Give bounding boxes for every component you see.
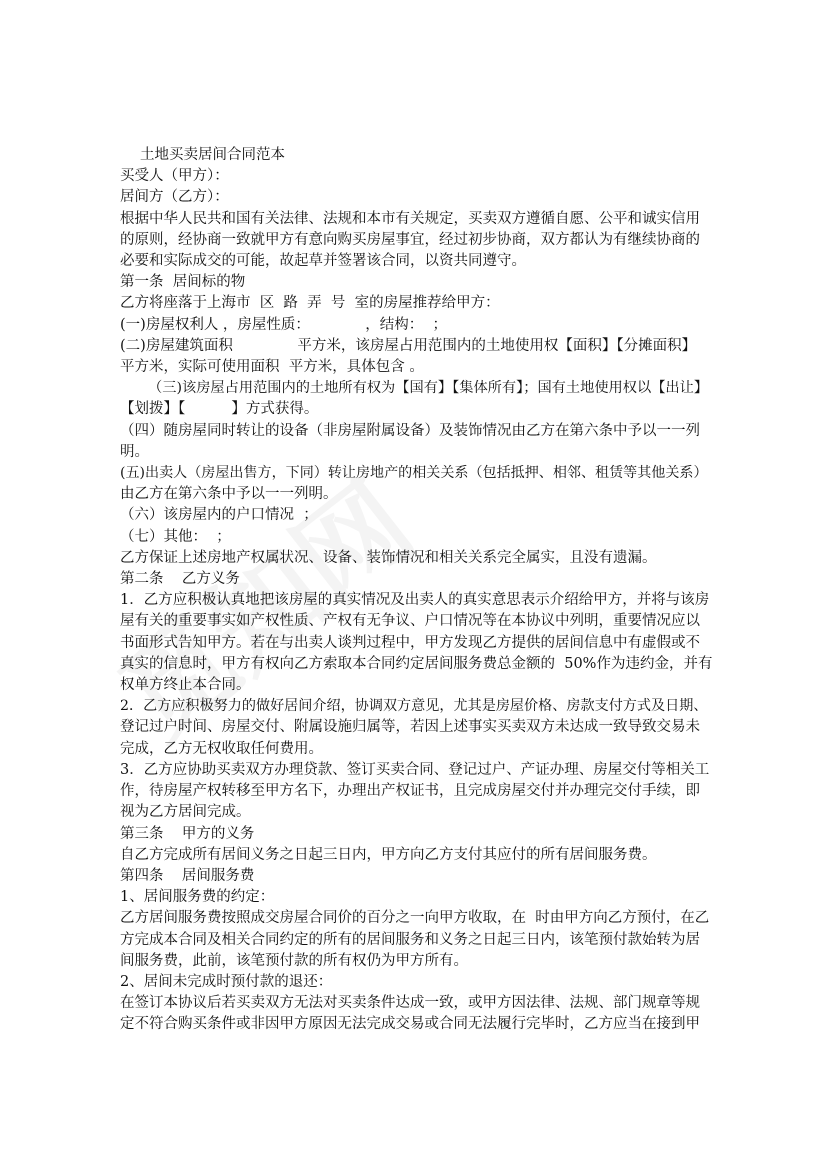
body-line: 方完成本合同及相关合同约定的所有的居间服务和义务之日起三日内，该笔预付款始转为居	[120, 931, 700, 948]
body-line: 定不符合购买条件或非因甲方原因无法完成交易或合同无法履行完毕时，乙方应当在接到甲	[120, 1016, 700, 1033]
body-line: 自乙方完成所有居间义务之日起三日内，甲方向乙方支付其应付的所有居间服务费。	[120, 846, 657, 863]
preamble-line: 的原则，经协商一致就甲方有意向购买房屋事宜，经过初步协商，双方都认为有继续协商的	[120, 231, 700, 248]
party-a-line: 买受人（甲方）：	[120, 168, 229, 185]
body-line: （四）随房屋同时转让的设备（非房屋附属设备）及装饰情况由乙方在第六条中予以一一列	[120, 422, 700, 439]
body-line: 乙方保证上述房地产权属状况、设备、装饰情况和相关关系完全属实，且没有遗漏。	[120, 549, 657, 566]
body-line: 视为乙方居间完成。	[120, 804, 251, 821]
body-line: 乙方居间服务费按照成交房屋合同价的百分之一向甲方收取，在 时由甲方向乙方预付，在乙	[120, 910, 710, 927]
article-heading: 第四条 居间服务费	[120, 867, 255, 884]
body-line: 2、居间未完成时预付款的退还：	[120, 973, 333, 990]
body-line: 由乙方在第六条中予以一一列明。	[120, 486, 338, 503]
body-line: 屋有关的重要事实如产权性质、产权有无争议、户口情况等在本协议中列明，重要情况应以	[120, 613, 700, 630]
body-line: 间服务费，此前，该笔预付款的所有权仍为甲方所有。	[120, 952, 468, 969]
body-line: 登记过户时间、房屋交付、附属设施归属等，若因上述事实买卖双方未达成一致导致交易未	[120, 719, 700, 736]
body-line: 作，待房屋产权转移至甲方名下，办理出产权证书，且完成房屋交付并办理完交付手续，即	[120, 783, 700, 800]
document-title: 土地买卖居间合同范本	[140, 147, 285, 163]
body-line: 真实的信息时，甲方有权向乙方索取本合同约定居间服务费总金额的 50%作为违约金，并有	[120, 655, 713, 672]
body-line: 明。	[120, 443, 149, 460]
body-line: (五)出卖人（房屋出售方，下同）转让房地产的相关关系（包括抵押、相邻、租赁等其他关系）	[120, 465, 708, 482]
body-line: 完成，乙方无权收取任何费用。	[120, 740, 323, 757]
body-line: （三)该房屋占用范围内的土地所有权为【国有】【集体所有】；国有土地使用权以【出让】	[148, 380, 709, 397]
contract-body	[120, 145, 714, 1036]
body-line: 在签订本协议后若买卖双方无法对买卖条件达成一致，或甲方因法律、法规、部门规章等规	[120, 995, 700, 1012]
body-line: 2．乙方应积极努力的做好居间介绍，协调双方意见，尤其是房屋价格、房款支付方式及日期、	[120, 698, 708, 715]
preamble-line: 必要和实际成交的可能，故起草并签署该合同，以资共同遵守。	[120, 253, 526, 270]
body-line: 书面形式告知甲方。若在与出卖人谈判过程中，甲方发现乙方提供的居间信息中有虚假或不	[120, 634, 700, 651]
body-line: (二)房屋建筑面积 平方米，该房屋占用范围内的土地使用权【面积】【分摊面积】	[120, 337, 697, 354]
body-line: 1．乙方应积极认真地把该房屋的真实情况及出卖人的真实意思表示介绍给甲方，并将与该房	[120, 592, 710, 609]
body-line: 平方米，实际可使用面积 平方米，具体包含 。	[120, 359, 424, 376]
body-line: （六）该房屋内的户口情况 ；	[120, 507, 318, 524]
body-line: （七）其他： ；	[120, 528, 231, 545]
article-heading: 第三条 甲方的义务	[120, 825, 255, 842]
preamble-line: 根据中华人民共和国有关法律、法规和本市有关规定，买卖双方遵循自愿、公平和诚实信用	[120, 210, 700, 227]
party-b-line: 居间方（乙方）：	[120, 189, 229, 206]
body-line: 【划拨】【 】方式获得。	[120, 401, 319, 418]
body-line: (一)房屋权利人 ，房屋性质： ，结构： ；	[120, 316, 447, 333]
body-line: 3．乙方应协助买卖双方办理贷款、签订买卖合同、登记过户、产证办理、房屋交付等相关工	[120, 761, 710, 778]
body-line: 1、居间服务费的约定：	[120, 889, 275, 906]
article-heading: 第二条 乙方义务	[120, 571, 240, 588]
body-line: 乙方将座落于上海市 区 路 弄 号 室的房屋推荐给甲方：	[120, 295, 500, 312]
body-line: 权单方终止本合同。	[120, 677, 251, 694]
article-heading: 第一条 居间标的物	[120, 274, 246, 291]
